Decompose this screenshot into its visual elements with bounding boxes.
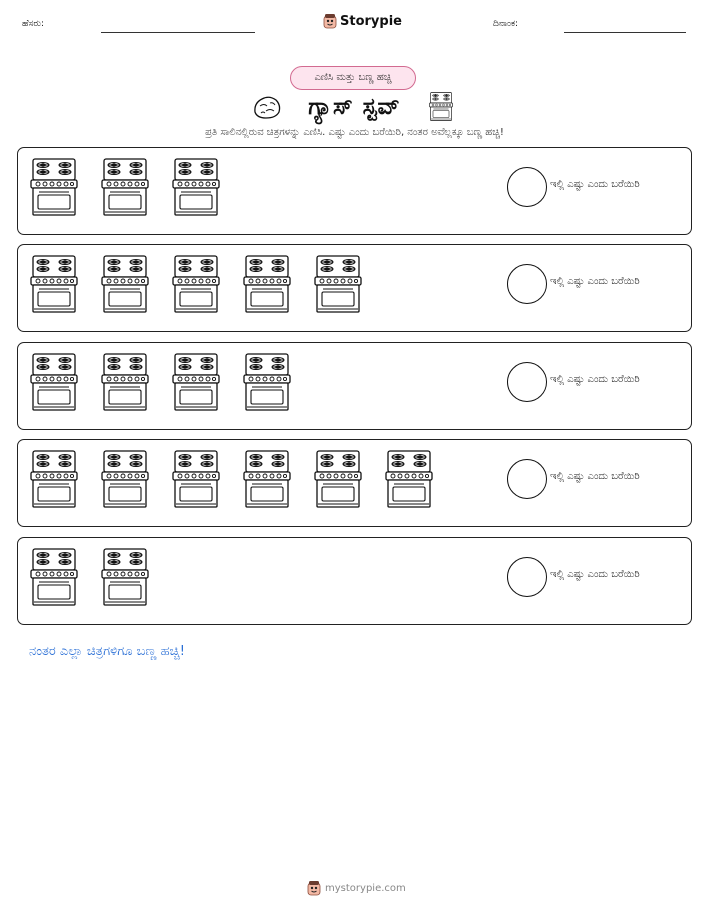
stove-group xyxy=(30,450,433,508)
storypie-mascot-icon xyxy=(307,880,321,896)
gas-stove-icon xyxy=(101,158,149,216)
brand-logo xyxy=(323,13,402,29)
footer-note: ನಂತರ ಎಲ್ಲಾ ಚಿತ್ರಗಳಿಗೂ ಬಣ್ಣ ಹಚ್ಚಿ! xyxy=(29,644,185,659)
counting-row xyxy=(17,147,692,235)
instructions: ಪ್ರತಿ ಸಾಲಿನಲ್ಲಿರುವ ಚಿತ್ರಗಳನ್ನು ಎಣಿಸಿ. ಎಷ್ಟು ಎಂದು ಬರೆಯಿರಿ, ನಂತರ ಅವೆಲ್ಲಕ್ಕೂ ಬಣ್ಣ ಹಚ್ಚಿ! xyxy=(205,127,504,138)
counting-row xyxy=(17,244,692,332)
write-label: ಇಲ್ಲಿ ಎಷ್ಟು ಎಂದು ಬರೆಯಿರಿ xyxy=(550,276,640,287)
gas-stove-icon xyxy=(243,450,291,508)
write-label: ಇಲ್ಲಿ ಎಷ್ಟು ಎಂದು ಬರೆಯಿರಿ xyxy=(550,471,640,482)
footer-brand xyxy=(307,880,406,896)
date-label: ದಿನಾಂಕ: xyxy=(493,19,519,29)
counting-row xyxy=(17,439,692,527)
gas-stove-icon xyxy=(172,255,220,313)
counting-row xyxy=(17,537,692,625)
gas-stove-icon xyxy=(101,548,149,606)
title-row xyxy=(0,92,709,122)
gas-stove-icon xyxy=(30,548,78,606)
date-line[interactable] xyxy=(564,32,686,33)
counting-row xyxy=(17,342,692,430)
gas-stove-icon xyxy=(30,255,78,313)
answer-circle[interactable] xyxy=(507,459,547,499)
gas-stove-icon xyxy=(30,450,78,508)
gas-stove-icon xyxy=(243,353,291,411)
answer-circle[interactable] xyxy=(507,167,547,207)
gas-stove-icon xyxy=(101,450,149,508)
stove-group xyxy=(30,353,291,411)
gas-stove-icon xyxy=(429,92,453,121)
answer-circle[interactable] xyxy=(507,362,547,402)
gas-stove-icon xyxy=(172,353,220,411)
gas-stove-icon xyxy=(101,255,149,313)
rock-icon xyxy=(252,94,282,120)
write-label: ಇಲ್ಲಿ ಎಷ್ಟು ಎಂದು ಬರೆಯಿರಿ xyxy=(550,179,640,190)
gas-stove-icon xyxy=(243,255,291,313)
activity-badge: ಎಣಿಸಿ ಮತ್ತು ಬಣ್ಣ ಹಚ್ಚಿ xyxy=(290,66,416,90)
gas-stove-icon xyxy=(385,450,433,508)
gas-stove-icon xyxy=(30,353,78,411)
stove-group xyxy=(30,548,149,606)
answer-circle[interactable] xyxy=(507,557,547,597)
footer-url: mystorypie.com xyxy=(325,882,406,894)
stove-group xyxy=(30,255,362,313)
gas-stove-icon xyxy=(172,450,220,508)
gas-stove-icon xyxy=(101,353,149,411)
gas-stove-icon xyxy=(314,450,362,508)
name-label: ಹೆಸರು: xyxy=(22,19,45,29)
gas-stove-icon xyxy=(30,158,78,216)
gas-stove-icon xyxy=(172,158,220,216)
name-line[interactable] xyxy=(101,32,255,33)
page-title: ಗ್ಯಾಸ್ ಸ್ಟವ್ xyxy=(308,94,401,120)
gas-stove-icon xyxy=(314,255,362,313)
stove-group xyxy=(30,158,220,216)
storypie-mascot-icon xyxy=(323,13,337,29)
write-label: ಇಲ್ಲಿ ಎಷ್ಟು ಎಂದು ಬರೆಯಿರಿ xyxy=(550,569,640,580)
answer-circle[interactable] xyxy=(507,264,547,304)
brand-name: Storypie xyxy=(340,13,402,29)
write-label: ಇಲ್ಲಿ ಎಷ್ಟು ಎಂದು ಬರೆಯಿರಿ xyxy=(550,374,640,385)
